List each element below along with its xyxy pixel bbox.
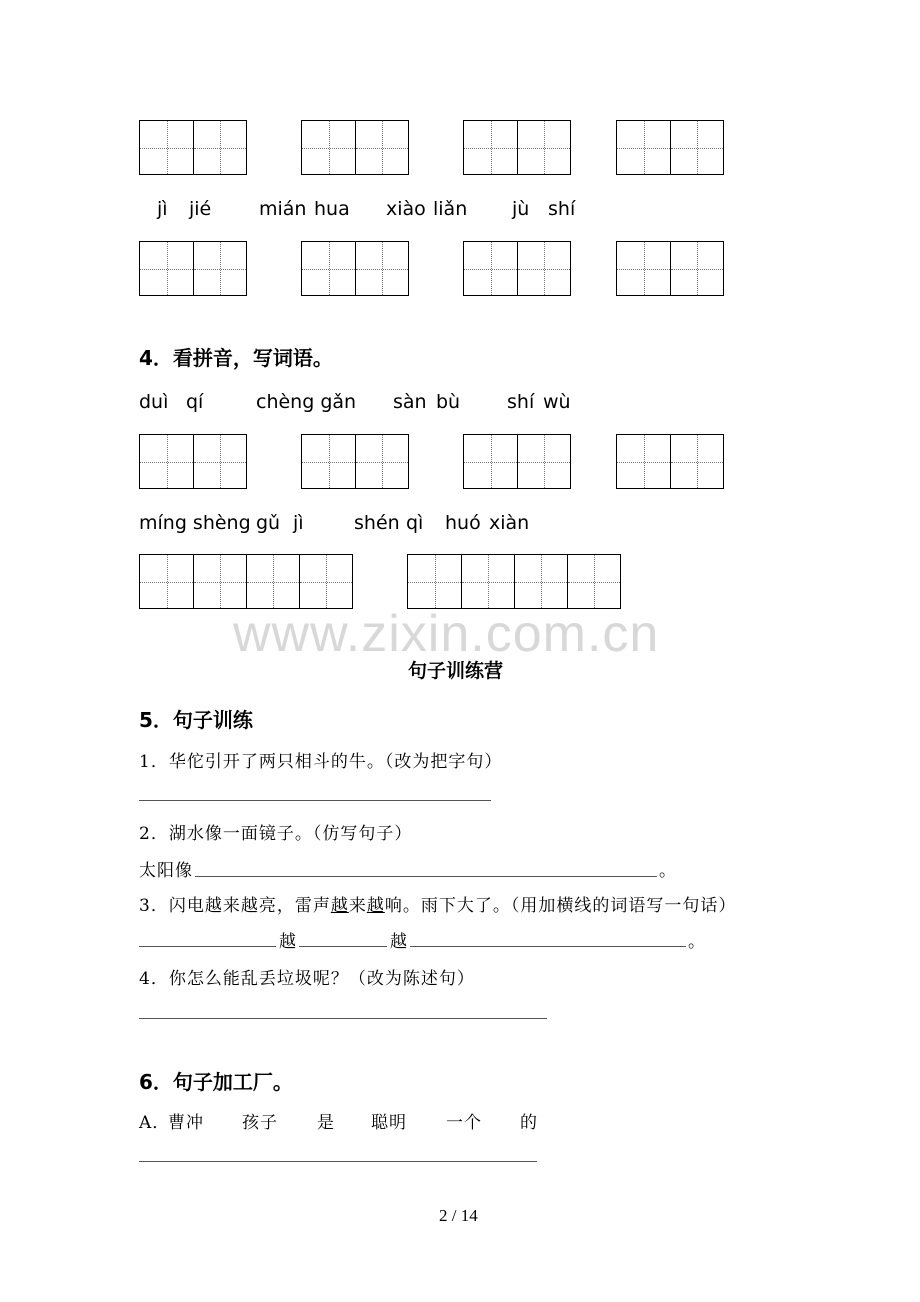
q5-item4: 4．你怎么能乱丢垃圾呢？（改为陈述句） <box>139 969 475 989</box>
char-grid[interactable] <box>616 434 724 489</box>
pinyin: xiàn <box>489 512 530 534</box>
char-grid[interactable] <box>616 120 724 175</box>
char-grid[interactable] <box>616 241 724 296</box>
char-grid[interactable] <box>139 241 247 296</box>
answer-line[interactable] <box>139 800 491 801</box>
section-title: 句子训练营 <box>408 660 504 682</box>
pinyin: jì <box>293 512 304 534</box>
q6-title: 6．句子加工厂。 <box>139 1070 293 1094</box>
char-grid[interactable] <box>463 120 571 175</box>
page-number: 2 / 14 <box>439 1206 478 1225</box>
char-grid[interactable] <box>301 120 409 175</box>
underlined-word: 越 <box>366 896 385 916</box>
word-card: 聪明 <box>371 1113 407 1133</box>
char-grid[interactable] <box>301 434 409 489</box>
underlined-word: 越 <box>330 896 349 916</box>
answer-line[interactable] <box>410 946 686 947</box>
word-card: 是 <box>317 1113 335 1133</box>
word-card: 一个 <box>446 1113 482 1133</box>
pinyin: gǔ <box>256 512 281 534</box>
pinyin: xiào <box>386 198 426 220</box>
char-grid[interactable] <box>463 241 571 296</box>
q5-item3-c: 响。雨下大了。（用加横线的词语写一句话） <box>384 896 737 916</box>
pinyin: qí <box>186 391 204 413</box>
q4-title: 4．看拼音，写词语。 <box>139 346 333 370</box>
pinyin: jù <box>512 198 530 220</box>
q5-item3-b: 来 <box>348 896 367 916</box>
pinyin: wù <box>543 391 571 413</box>
word-card: 的 <box>520 1113 538 1133</box>
char-grid[interactable] <box>463 434 571 489</box>
pinyin: shén <box>354 512 400 534</box>
pinyin: míng shèng <box>139 512 251 534</box>
q5-item3-end: 。 <box>688 932 706 952</box>
pinyin: bù <box>436 391 461 413</box>
q5-item3-a: 3．闪电越来越亮，雷声 <box>139 896 331 916</box>
q6-itemA-label: A． <box>139 1113 171 1133</box>
q5-item3-fill1: 越 <box>279 932 297 952</box>
q5-item2-prefix: 太阳像 <box>139 861 193 881</box>
char-grid-4[interactable] <box>139 554 353 609</box>
word-card: 孩子 <box>242 1113 278 1133</box>
pinyin: shí <box>548 198 576 220</box>
char-grid-4[interactable] <box>407 554 621 609</box>
q5-item1: 1．华佗引开了两只相斗的牛。（改为把字句） <box>139 752 503 772</box>
watermark: www.zixin.com.cn <box>233 605 660 663</box>
answer-line[interactable] <box>139 1018 547 1019</box>
char-grid[interactable] <box>139 434 247 489</box>
q5-item3 <box>139 891 736 916</box>
char-grid[interactable] <box>301 241 409 296</box>
answer-line[interactable] <box>299 946 387 947</box>
pinyin: huó <box>445 512 481 534</box>
pinyin: duì <box>139 391 169 413</box>
pinyin: jì <box>157 198 168 220</box>
q5-item2: 2．湖水像一面镜子。（仿写句子） <box>139 824 413 844</box>
pinyin: mián <box>259 198 307 220</box>
q5-item2-end: 。 <box>659 861 677 881</box>
char-grid[interactable] <box>139 120 247 175</box>
pinyin: qì <box>406 512 424 534</box>
pinyin: jié <box>189 198 212 220</box>
q5-item3-fill2: 越 <box>390 932 408 952</box>
pinyin: shí <box>507 391 535 413</box>
q5-title: 5．句子训练 <box>139 708 253 732</box>
word-card: 曹冲 <box>168 1113 204 1133</box>
answer-line[interactable] <box>139 1161 537 1162</box>
answer-line[interactable] <box>139 946 276 947</box>
pinyin: sàn <box>393 391 427 413</box>
pinyin: liǎn <box>433 198 468 220</box>
pinyin: hua <box>314 198 350 220</box>
answer-line[interactable] <box>195 876 657 877</box>
pinyin: chèng gǎn <box>256 391 357 413</box>
